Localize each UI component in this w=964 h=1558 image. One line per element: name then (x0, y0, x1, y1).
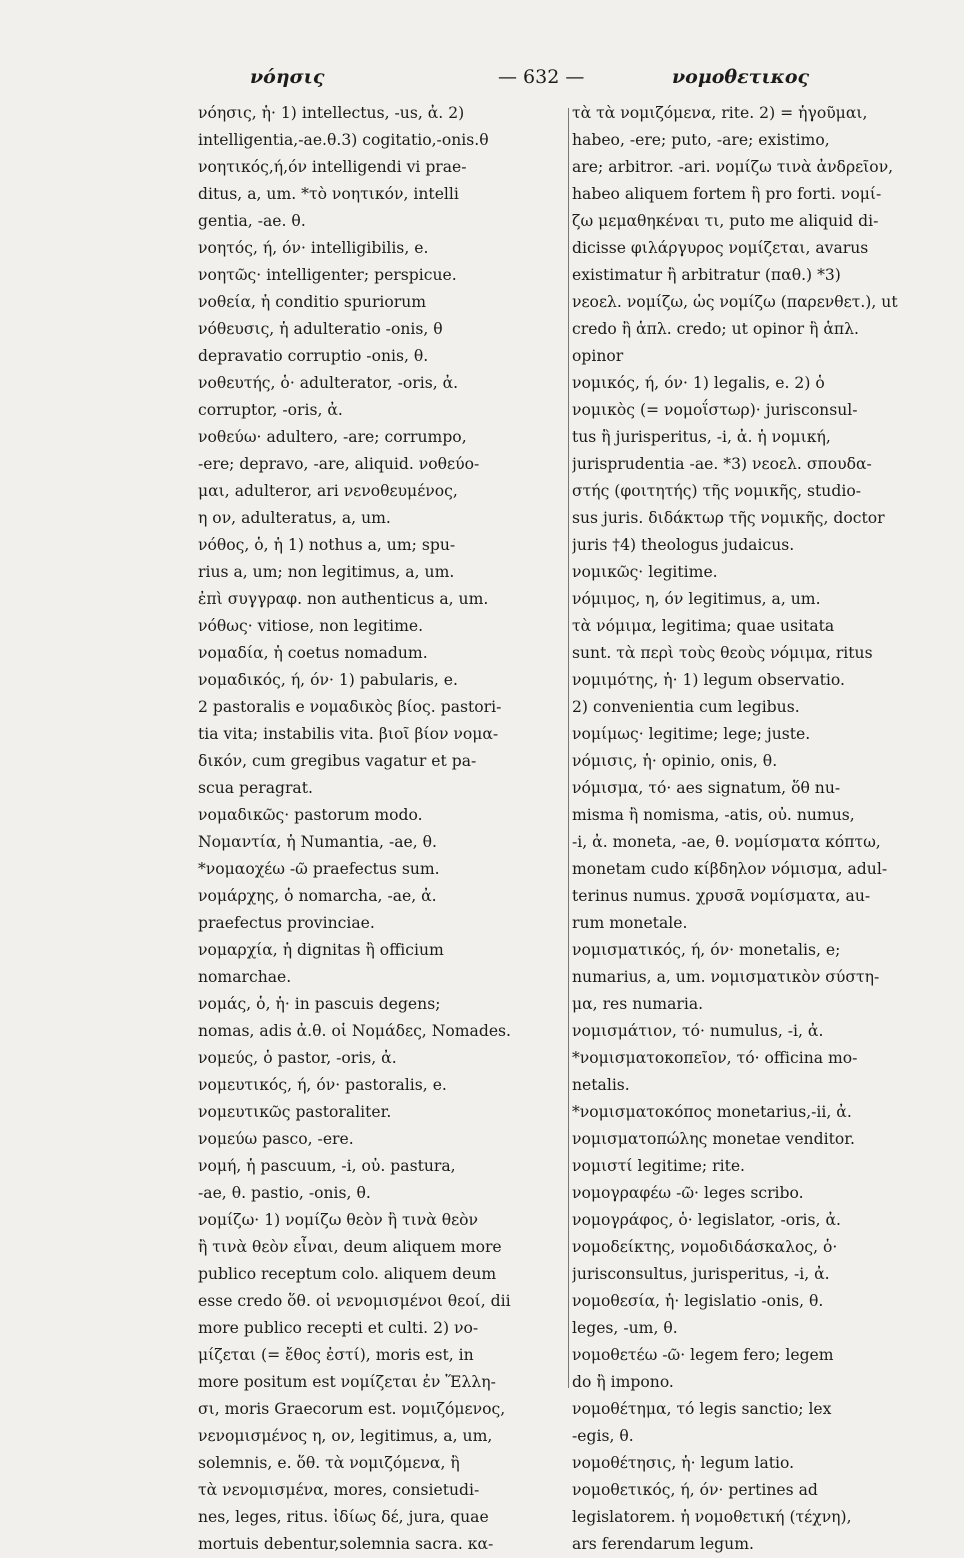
entry-line: νομοθετέω -ῶ· legem fero; legem (572, 1346, 834, 1364)
entry-line: νομικός, ή, όν· 1) legalis, e. 2) ὁ (572, 374, 825, 392)
entry-line: νομογραφέω -ῶ· leges scribo. (572, 1184, 804, 1202)
entry-line: do ἢ impono. (572, 1373, 674, 1391)
entry-line: νομεύς, ὁ pastor, -oris, ἀ. (198, 1049, 397, 1067)
entry-line: νοθευτής, ὁ· adulterator, -oris, ἀ. (198, 374, 459, 392)
entry-line: dicisse φιλάργυρος νομίζεται, avarus (572, 239, 869, 257)
entry-line: νομικῶς· legitime. (572, 563, 718, 581)
entry-line: νομευτικῶς pastoraliter. (198, 1103, 392, 1121)
entry-line: νόθευσις, ἡ adulteratio -onis, θ (198, 320, 443, 338)
entry-line: -ere; depravo, -are, aliquid. νοθεύο- (198, 455, 480, 473)
entry-line: -ae, θ. pastio, -onis, θ. (198, 1184, 371, 1202)
entry-line: νοητῶς· intelligenter; perspicue. (198, 266, 457, 284)
entry-line: νομοθετικός, ή, όν· pertines ad (572, 1481, 818, 1499)
entry-line: nomas, adis ἀ.θ. οἱ Νομάδες, Nomades. (198, 1022, 512, 1040)
entry-line: νοθεύω· adultero, -are; corrumpo, (198, 428, 467, 446)
entry-line: νομάς, ὁ, ἡ· in pascuis degens; (198, 995, 441, 1013)
entry-line: νοητός, ή, όν· intelligibilis, e. (198, 239, 429, 257)
entry-line: sunt. τὰ περὶ τοὺς θεοὺς νόμιμα, ritus (572, 644, 873, 662)
entry-line: νομιστί legitime; rite. (572, 1157, 746, 1175)
entry-line: corruptor, -oris, ἀ. (198, 401, 343, 419)
entry-line: νόμισμα, τό· aes signatum, ὅθ nu- (572, 779, 841, 797)
entry-line: juris †4) theologus judaicus. (572, 536, 795, 554)
entry-line: νομισματικός, ή, όν· monetalis, e; (572, 941, 841, 959)
entry-line: ἢ τινὰ θεὸν εἶναι, deum aliquem more (198, 1238, 502, 1256)
entry-line: νενομισμένος η, ον, legitimus, a, um, (198, 1427, 493, 1445)
column-divider (568, 108, 569, 1388)
entry-line: νομισματοπώλης monetae venditor. (572, 1130, 855, 1148)
entry-line: habeo, -ere; puto, -are; existimo, (572, 131, 830, 149)
header-right-headword: νομοθετικος (672, 66, 810, 88)
entry-line: publico receptum colo. aliquem deum (198, 1265, 497, 1283)
entry-line: opinor (572, 347, 624, 365)
entry-line: νόμιμος, η, όν legitimus, a, um. (572, 590, 821, 608)
entry-line: misma ἢ nomisma, -atis, οὐ. numus, (572, 806, 855, 824)
entry-line: νομισμάτιον, τό· numulus, -i, ἀ. (572, 1022, 824, 1040)
entry-line: νομαδία, ἡ coetus nomadum. (198, 644, 428, 662)
entry-line: νομεύω pasco, -ere. (198, 1130, 354, 1148)
entry-line: τὰ νενομισμένα, mores, consietudi- (198, 1481, 480, 1499)
entry-line: intelligentia,-ae.θ.3) cogitatio,-onis.θ (198, 131, 489, 149)
entry-line: ἐπὶ συγγραφ. non authenticus a, um. (198, 590, 489, 608)
entry-line: *νομαοχέω -ῶ praefectus sum. (198, 860, 440, 878)
entry-line: στής (φοιτητής) τῆς νομικῆς, studio- (572, 482, 861, 500)
entry-line: legislatorem. ἡ νομοθετική (τέχνη), (572, 1508, 852, 1526)
entry-line: νοητικός,ή,όν intelligendi vi prae- (198, 158, 467, 176)
entry-line: 2) convenientia cum legibus. (572, 698, 800, 716)
entry-line: νόθος, ὁ, ἡ 1) nothus a, um; spu- (198, 536, 456, 554)
entry-line: tus ἢ jurisperitus, -i, ἀ. ἡ νομική, (572, 428, 831, 446)
left-column (198, 100, 566, 1558)
entry-line: solemnis, e. ὅθ. τὰ νομιζόμενα, ἢ (198, 1454, 460, 1472)
page-header (100, 66, 904, 96)
entry-line: μαι, adulteror, ari νενοθευμένος, (198, 482, 458, 500)
entry-line: Νομαντία, ἡ Numantia, -ae, θ. (198, 833, 437, 851)
entry-line: rius a, um; non legitimus, a, um. (198, 563, 455, 581)
entry-line: esse credo ὅθ. οἱ νενομισμένοι θεοί, dii (198, 1292, 511, 1310)
header-left-headword: νόησις (250, 66, 325, 88)
entry-line: *νομισματοκοπεῖον, τό· officina mo- (572, 1049, 858, 1067)
entry-line: νομάρχης, ὁ nomarcha, -ae, ἀ. (198, 887, 437, 905)
entry-line: νομίζω· 1) νομίζω θεὸν ἢ τινὰ θεὸν (198, 1211, 479, 1229)
entry-line: netalis. (572, 1076, 630, 1094)
entry-line: monetam cudo κίβδηλον νόμισμα, adul- (572, 860, 888, 878)
entry-line: νομευτικός, ή, όν· pastoralis, e. (198, 1076, 447, 1094)
entry-line: νόησις, ἡ· 1) intellectus, -us, ἀ. 2) (198, 104, 465, 122)
entry-line: δικόν, cum gregibus vagatur et pa- (198, 752, 477, 770)
entry-line: 2 pastoralis e νομαδικὸς βίος. pastori- (198, 698, 502, 716)
entry-line: gentia, -ae. θ. (198, 212, 306, 230)
entry-line: -i, ἀ. moneta, -ae, θ. νομίσματα κόπτω, (572, 833, 881, 851)
entry-line: νόμισις, ἡ· opinio, onis, θ. (572, 752, 778, 770)
entry-line: nomarchae. (198, 968, 292, 986)
entry-line: νομικὸς (= νομοΐστωρ)· jurisconsul- (572, 401, 858, 419)
entry-line: -egis, θ. (572, 1427, 634, 1445)
entry-line: νοθεία, ἡ conditio spuriorum (198, 293, 427, 311)
entry-line: νεοελ. νομίζω, ὡς νομίζω (παρενθετ.), ut (572, 293, 898, 311)
entry-line: τὰ τὰ νομιζόμενα, rite. 2) = ἡγοῦμαι, (572, 104, 868, 122)
entry-line: σι, moris Graecorum est. νομιζόμενος, (198, 1400, 506, 1418)
entry-line: sus juris. διδάκτωρ τῆς νομικῆς, doctor (572, 509, 885, 527)
entry-line: existimatur ἢ arbitratur (παθ.) *3) (572, 266, 841, 284)
entry-line: νομοθεσία, ἡ· legislatio -onis, θ. (572, 1292, 824, 1310)
entry-line: *νομισματοκόπος monetarius,-ii, ἀ. (572, 1103, 852, 1121)
entry-line: νομή, ἡ pascuum, -i, οὐ. pastura, (198, 1157, 456, 1175)
entry-line: ars ferendarum legum. (572, 1535, 754, 1553)
entry-line: jurisprudentia -ae. *3) νεοελ. σπουδα- (572, 455, 872, 473)
entry-line: νομογράφος, ὁ· legislator, -oris, ἀ. (572, 1211, 841, 1229)
entry-line: νομοθέτησις, ἡ· legum latio. (572, 1454, 795, 1472)
entry-line: μίζεται (= ἔθος ἐστί), moris est, in (198, 1346, 474, 1364)
entry-line: praefectus provinciae. (198, 914, 375, 932)
entry-line: μα, res numaria. (572, 995, 704, 1013)
entry-line: jurisconsultus, jurisperitus, -i, ἀ. (572, 1265, 830, 1283)
entry-line: rum monetale. (572, 914, 688, 932)
entry-line: more publico recepti et culti. 2) νο- (198, 1319, 479, 1337)
entry-line: more positum est νομίζεται ἐν Ἕλλη- (198, 1373, 496, 1391)
entry-line: tia vita; instabilis vita. βιοῖ βίον νομα- (198, 725, 499, 743)
entry-line: credo ἢ ἁπλ. credo; ut opinor ἢ ἁπλ. (572, 320, 859, 338)
entry-line: nes, leges, ritus. ἰδίως δέ, jura, quae (198, 1508, 489, 1526)
entry-line: terinus numus. χρυσᾶ νομίσματα, au- (572, 887, 871, 905)
entry-line: νομοδείκτης, νομοδιδάσκαλος, ὁ· (572, 1238, 838, 1256)
entry-line: νομοθέτημα, τό legis sanctio; lex (572, 1400, 832, 1418)
entry-line: η ον, adulteratus, a, um. (198, 509, 391, 527)
entry-line: νομίμως· legitime; lege; juste. (572, 725, 811, 743)
entry-line: νομαδικός, ή, όν· 1) pabularis, e. (198, 671, 458, 689)
entry-line: mortuis debentur,solemnia sacra. κα- (198, 1535, 494, 1553)
entry-line: νομαδικῶς· pastorum modo. (198, 806, 423, 824)
entry-line: νόθως· vitiose, non legitime. (198, 617, 424, 635)
entry-line: νομαρχία, ἡ dignitas ἢ officium (198, 941, 444, 959)
entry-line: habeo aliquem fortem ἢ pro forti. νομί- (572, 185, 882, 203)
entry-line: numarius, a, um. νομισματικὸν σύστη- (572, 968, 880, 986)
entry-line: are; arbitror. -ari. νομίζω τινὰ ἀνδρεῖον, (572, 158, 894, 176)
entry-line: ζω μεμαθηκέναι τι, puto me aliquid di- (572, 212, 879, 230)
entry-line: νομιμότης, ἡ· 1) legum observatio. (572, 671, 845, 689)
entry-line: leges, -um, θ. (572, 1319, 678, 1337)
page-number: — 632 — (498, 66, 585, 88)
entry-line: depravatio corruptio -onis, θ. (198, 347, 429, 365)
entry-line: τὰ νόμιμα, legitima; quae usitata (572, 617, 835, 635)
entry-line: ditus, a, um. *τὸ νοητικόν, intelli (198, 185, 459, 203)
right-column (572, 100, 950, 1558)
entry-line: scua peragrat. (198, 779, 313, 797)
